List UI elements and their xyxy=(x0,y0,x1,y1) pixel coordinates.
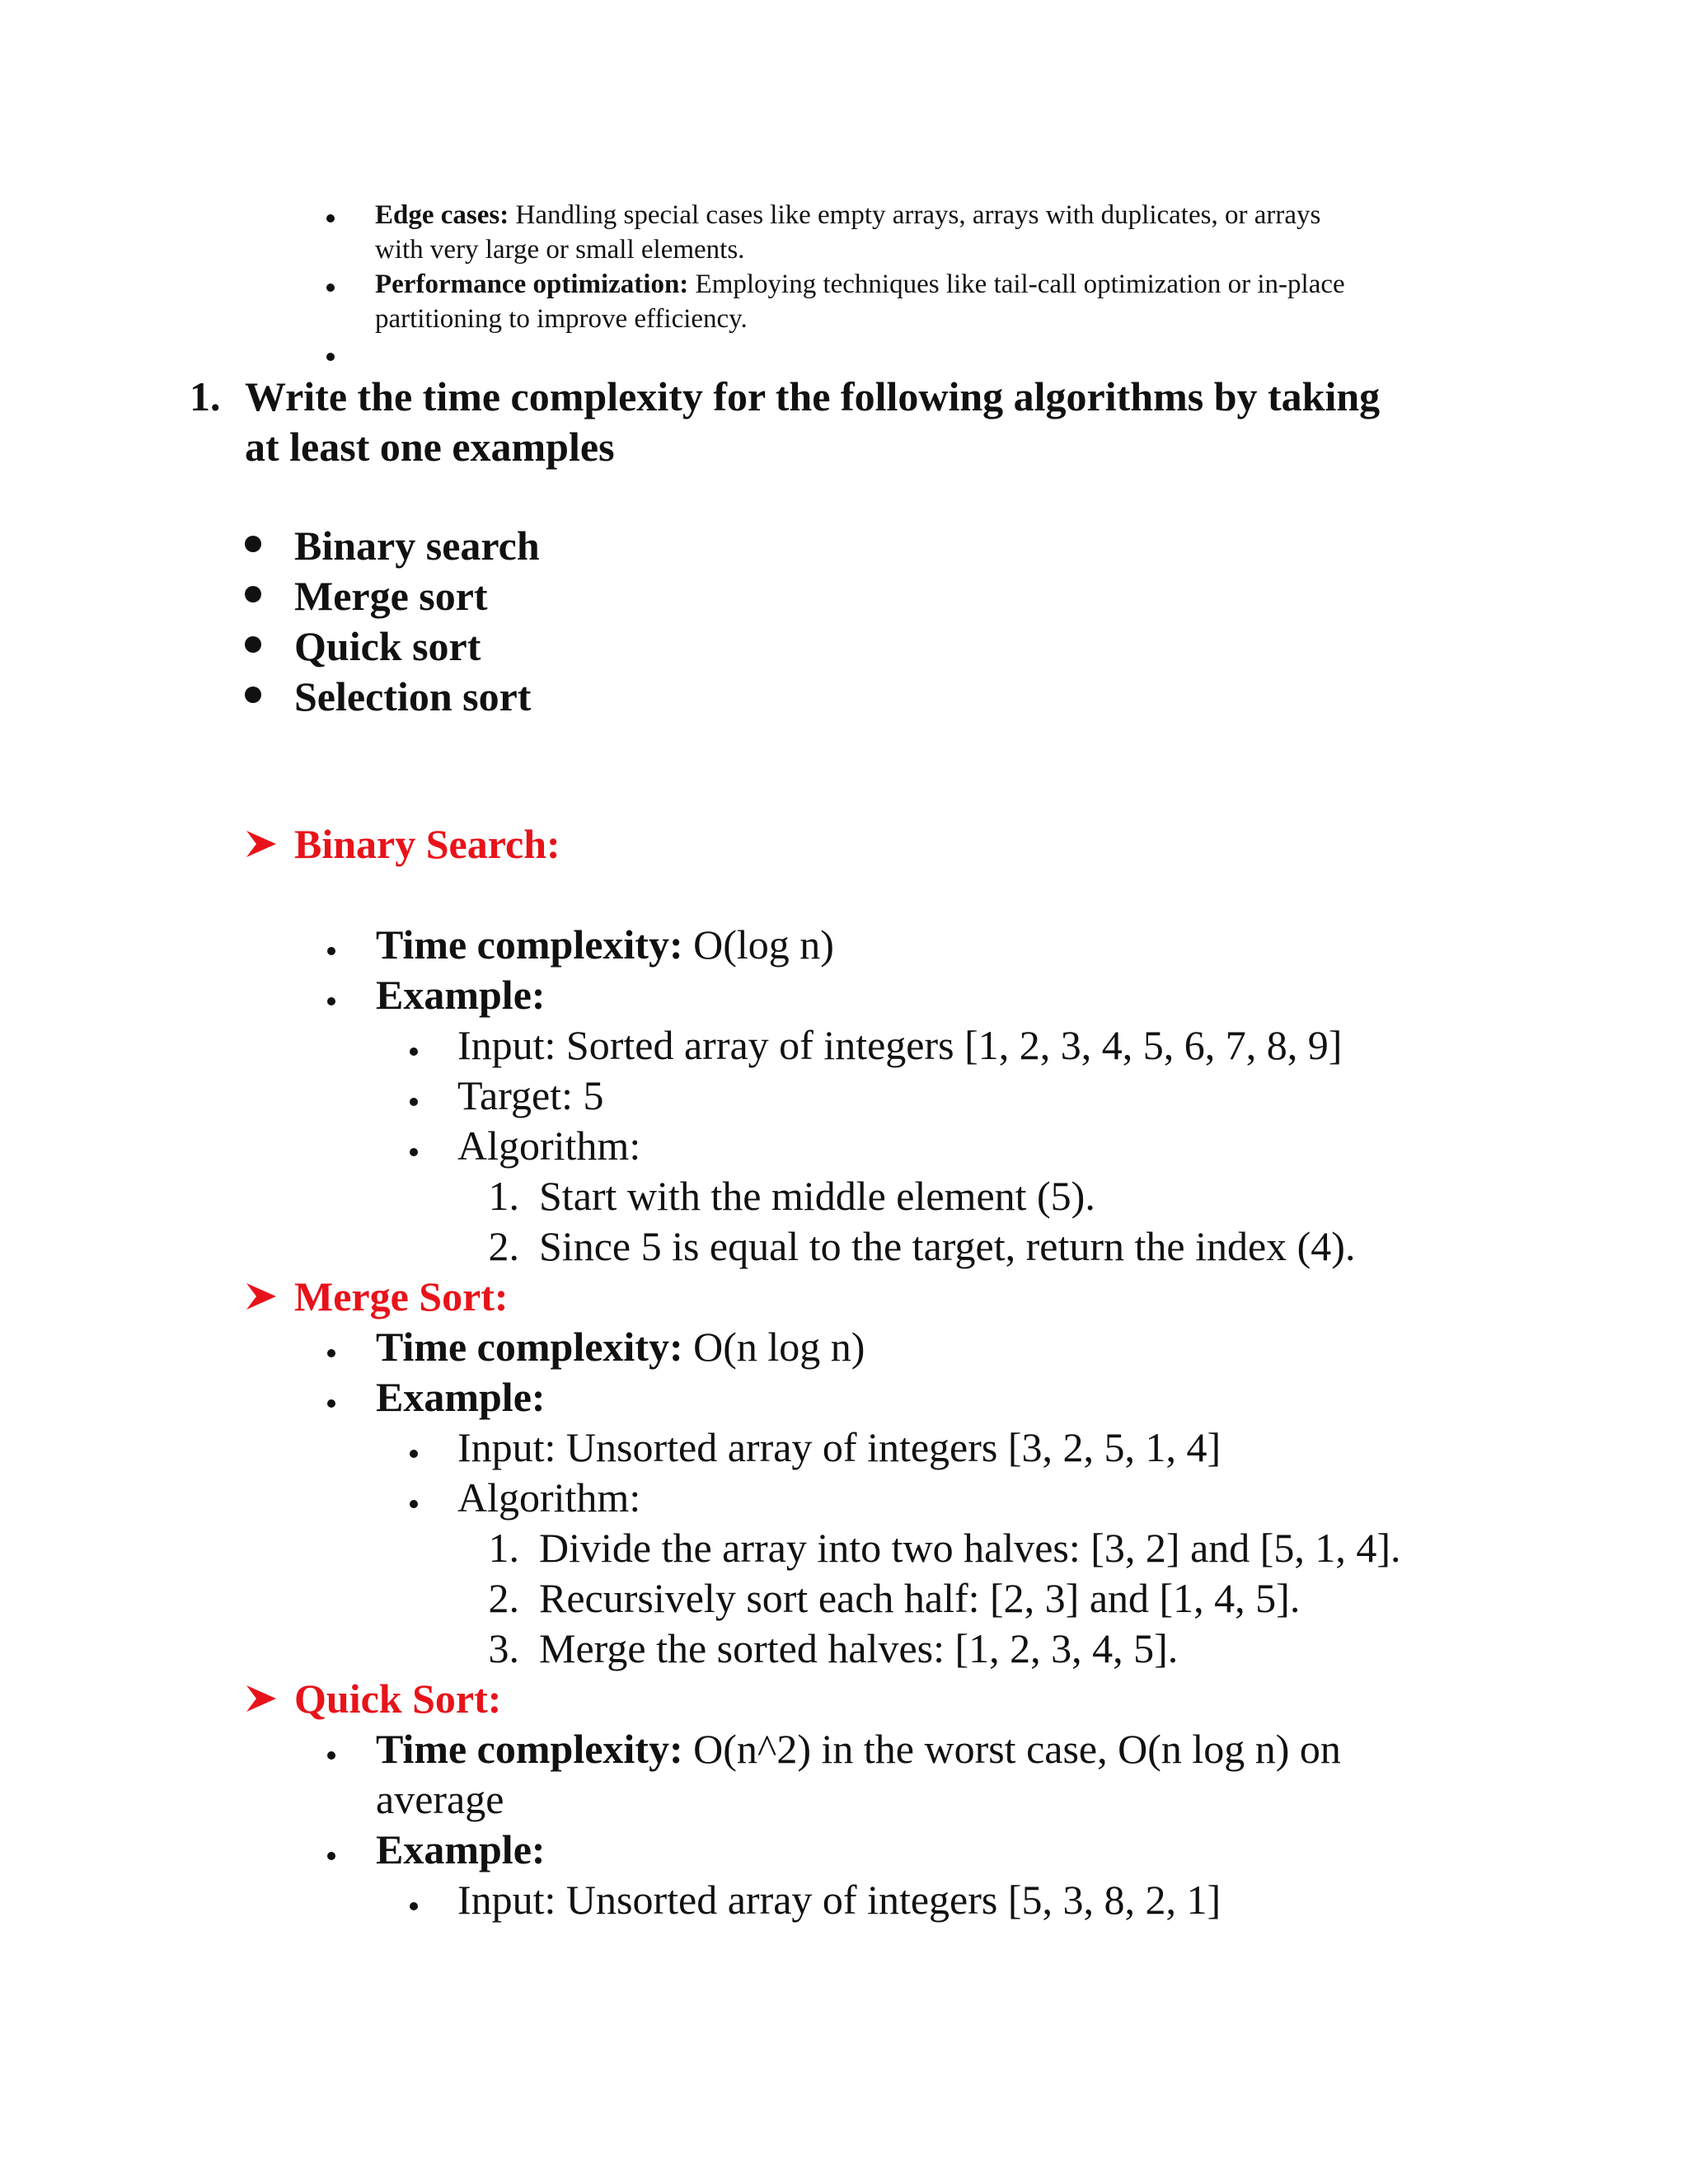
time-complexity-value: O(n log n) xyxy=(682,1324,865,1370)
intro-bullet-performance xyxy=(375,267,1345,302)
bullet-icon xyxy=(410,1047,418,1056)
time-complexity-value: O(log n) xyxy=(682,921,834,968)
example-input: Input: Sorted array of integers [1, 2, 3, 4, 5, 6, 7, 8, 9] xyxy=(457,1022,1343,1068)
step-number: 3. xyxy=(488,1625,519,1671)
bullet-icon xyxy=(326,284,335,292)
bullet-icon xyxy=(245,687,261,703)
bullet-icon xyxy=(327,997,335,1005)
algorithm-label: Algorithm: xyxy=(457,1122,641,1169)
bullet-icon xyxy=(245,536,261,552)
section-title-quick-sort: Quick Sort: xyxy=(294,1675,502,1722)
algorithm-label: Algorithm: xyxy=(457,1474,641,1521)
example-label: Example: xyxy=(376,972,546,1018)
step-number: 2. xyxy=(488,1223,519,1269)
time-complexity-continuation: average xyxy=(376,1776,504,1822)
example-label: Example: xyxy=(376,1374,546,1420)
algorithm-step: Recursively sort each half: [2, 3] and [1, 4, 5]. xyxy=(539,1575,1301,1621)
bullet-icon xyxy=(327,1399,335,1408)
bullet-icon xyxy=(410,1500,418,1508)
step-number: 1. xyxy=(488,1525,519,1571)
bullet-icon xyxy=(327,1349,335,1357)
algorithm-item: Binary search xyxy=(294,523,540,569)
time-complexity-label: Time complexity: xyxy=(376,921,683,968)
intro-label: Performance optimization: xyxy=(375,269,689,299)
time-complexity-label: Time complexity: xyxy=(376,1726,683,1772)
example-input: Input: Unsorted array of integers [5, 3, 8, 2, 1] xyxy=(457,1877,1221,1923)
algorithm-item: Quick sort xyxy=(294,623,481,669)
bullet-icon xyxy=(410,1450,418,1458)
question-number: 1. xyxy=(190,373,221,419)
intro-label: Edge cases: xyxy=(375,200,509,230)
intro-bullet-edge-cases xyxy=(375,198,1320,232)
algorithm-step: Merge the sorted halves: [1, 2, 3, 4, 5]. xyxy=(539,1625,1179,1671)
time-complexity-label: Time complexity: xyxy=(376,1324,683,1370)
section-title-merge-sort: Merge Sort: xyxy=(294,1273,509,1319)
bullet-icon xyxy=(326,214,335,223)
bullet-icon xyxy=(327,947,335,955)
bullet-icon xyxy=(245,586,261,602)
intro-bullet-continuation: with very large or small elements. xyxy=(375,235,745,265)
intro-text: Handling special cases like empty arrays, arrays with duplicates, or arrays xyxy=(509,200,1321,230)
example-input: Input: Unsorted array of integers [3, 2, 5, 1, 4] xyxy=(457,1424,1221,1470)
time-complexity-line xyxy=(376,1723,1341,1774)
bullet-icon xyxy=(327,1751,335,1760)
algorithm-step: Divide the array into two halves: [3, 2] and [5, 1, 4]. xyxy=(539,1525,1401,1571)
question-line-2: at least one examples xyxy=(245,424,615,470)
time-complexity-value: O(n^2) in the worst case, O(n log n) on xyxy=(682,1726,1341,1772)
algorithm-step: Since 5 is equal to the target, return the index (4). xyxy=(539,1223,1356,1269)
bullet-icon xyxy=(410,1902,418,1910)
intro-text: Employing techniques like tail-call optimization or in-place xyxy=(688,269,1345,299)
algorithm-item: Selection sort xyxy=(294,673,532,719)
bullet-icon xyxy=(245,636,261,653)
example-target: Target: 5 xyxy=(457,1072,604,1118)
bullet-icon xyxy=(327,1852,335,1860)
algorithm-step: Start with the middle element (5). xyxy=(539,1173,1095,1219)
time-complexity-line xyxy=(376,919,834,970)
example-label: Example: xyxy=(376,1826,546,1872)
algorithm-item: Merge sort xyxy=(294,573,488,619)
bullet-icon xyxy=(410,1148,418,1156)
step-number: 2. xyxy=(488,1575,519,1621)
time-complexity-line xyxy=(376,1321,865,1372)
empty-bullet-icon xyxy=(326,353,335,361)
question-line-1: Write the time complexity for the following algorithms by taking xyxy=(245,373,1381,419)
section-title-binary-search: Binary Search: xyxy=(294,821,560,867)
intro-bullet-continuation: partitioning to improve efficiency. xyxy=(375,304,748,334)
step-number: 1. xyxy=(488,1173,519,1219)
bullet-icon xyxy=(410,1098,418,1106)
